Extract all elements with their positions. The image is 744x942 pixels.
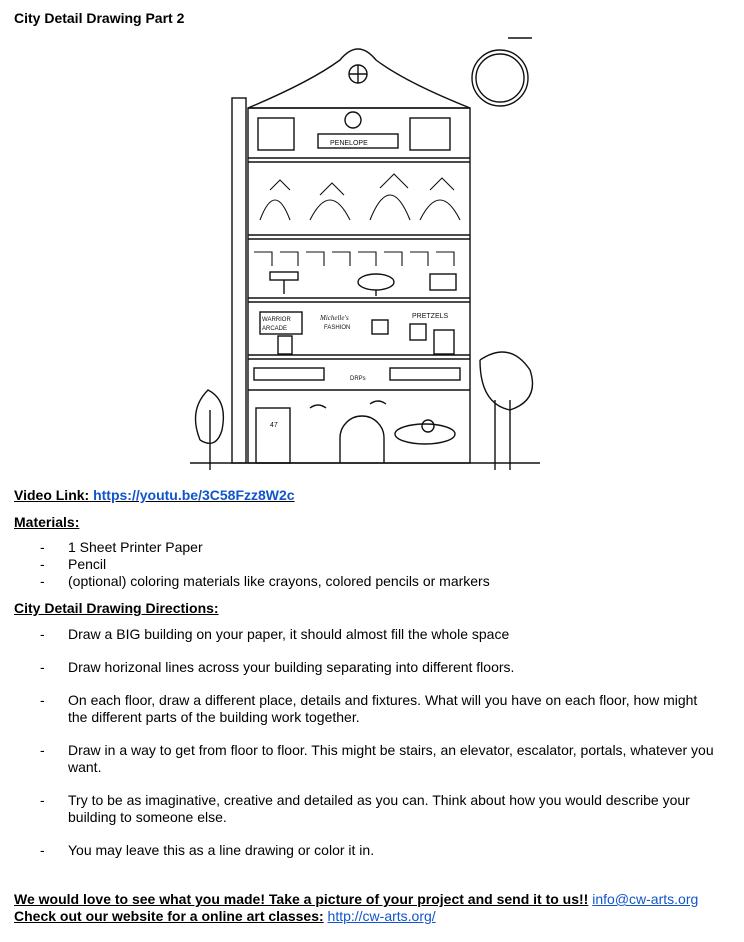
materials-list [0,539,720,590]
svg-text:ARCADE: ARCADE [262,326,288,332]
roof [248,49,470,108]
email-link[interactable]: info@cw-arts.org [592,891,699,907]
directions-heading: City Detail Drawing Directions: [14,600,219,616]
entrance-door [256,408,290,463]
svg-text:PENELOPE: PENELOPE [330,140,368,147]
svg-text:WARRIOR: WARRIOR [262,317,291,323]
arch-door [340,416,384,463]
svg-text:Michelle's: Michelle's [320,314,349,322]
list-item: - (optional) coloring materials like crayons, colored pencils or markers [0,573,720,590]
svg-text:47: 47 [270,422,278,429]
materials-heading: Materials: [14,514,80,530]
video-url-link[interactable]: https://youtu.be/3C58Fzz8W2c [93,487,295,503]
list-item: - Draw horizonal lines across your building separating into different floors. [0,659,720,676]
video-link: Video Link: https://youtu.be/3C58Fzz8W2c [14,487,295,503]
elevator-shaft [232,98,246,463]
tree-right [480,352,533,410]
svg-text:PRETZELS: PRETZELS [412,313,449,320]
sun-icon [472,50,528,106]
svg-text:FASHION: FASHION [324,325,351,331]
list-item: - 1 Sheet Printer Paper [0,539,720,556]
footer: We would love to see what you made! Take a picture of your project and send it to us!! info@cw-arts.org Check out our website for a online art classes: http://cw-arts.org/ [14,891,699,924]
directions-list [0,626,720,875]
list-item: - Draw a BIG building on your paper, it should almost fill the whole space [0,626,720,643]
building-drawing [190,30,540,470]
list-item: - Pencil [0,556,720,573]
list-item: - You may leave this as a line drawing or color it in. [0,842,720,859]
list-item: - Try to be as imaginative, creative and detailed as you can. Think about how you would describe your building to someone else. [0,792,720,826]
page-title: City Detail Drawing Part 2 [14,10,185,26]
website-link[interactable]: http://cw-arts.org/ [327,908,436,924]
list-item: - On each floor, draw a different place, details and fixtures. What will you have on each floor, how might the different parts of the building work together. [0,692,720,726]
svg-text:DRPs: DRPs [350,376,366,382]
list-item: - Draw in a way to get from floor to floor. This might be stairs, an elevator, escalator, portals, whatever you want. [0,742,720,776]
